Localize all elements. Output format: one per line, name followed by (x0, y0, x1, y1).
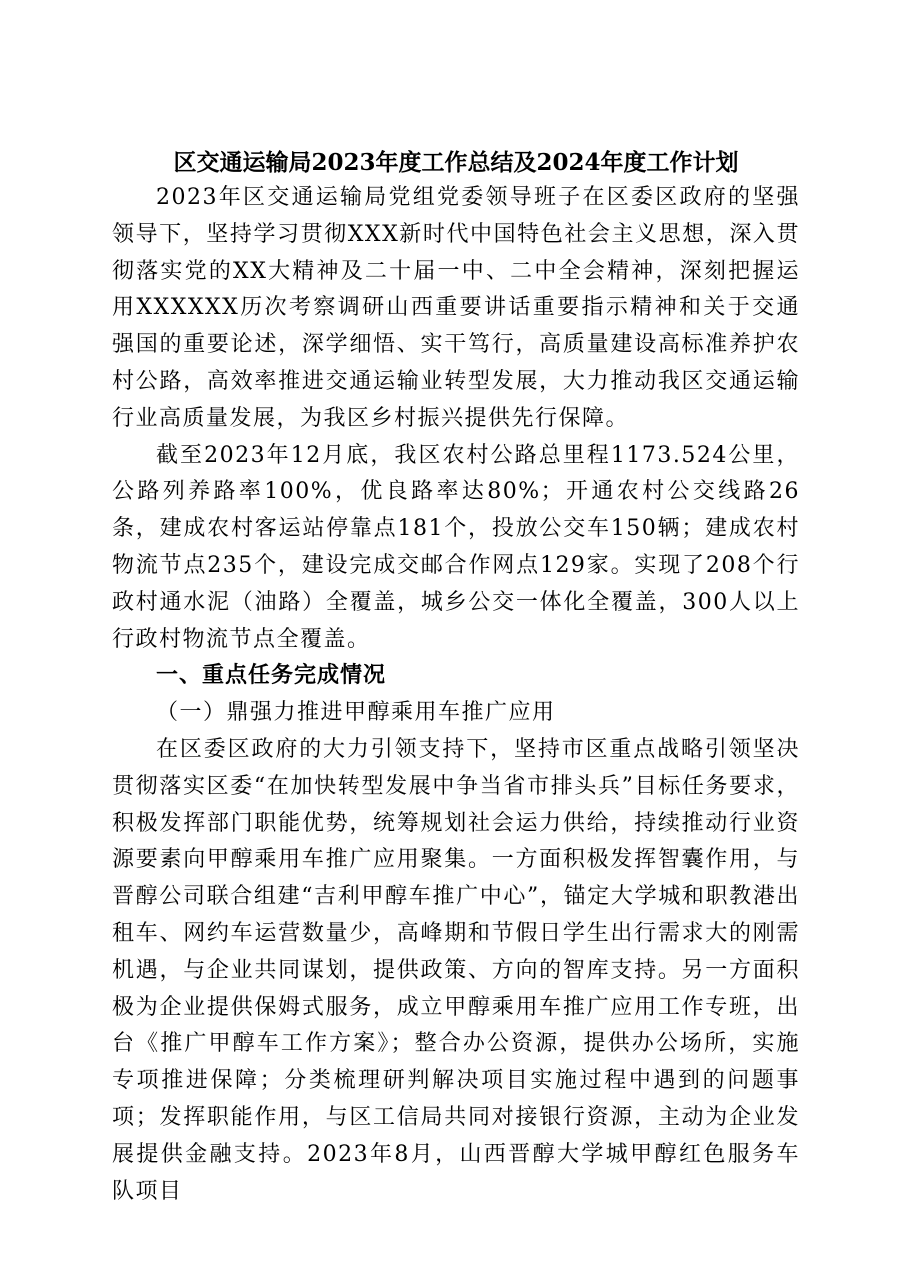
document-body (112, 146, 800, 1210)
section-heading: 一、重点任务完成情况 (156, 663, 387, 689)
document-title: 区交通运输局2023年度工作总结及2024年度工作计划 (173, 149, 739, 176)
intro-paragraph: 2023年区交通运输局党组党委领导班子在区委区政府的坚强领导下，坚持学习贯彻XXX新时代中国特色社会主义思想，深入贯彻落实党的XX大精神及二十届一中、二中全会精神，深刻把握运用XXXXXX历次考察调研山西重要讲话重要指示精神和关于交通强国的重要论述，深学细悟、实干笃行，高质量建设高标准养护农村公路，高效率推进交通运输业转型发展，大力推动我区交通运输行业高质量发展，为我区乡村振兴提供先行保障。 (112, 185, 800, 431)
subsection-paragraph: 在区委区政府的大力引领支持下，坚持市区重点战略引领坚决贯彻落实区委“在加快转型发展中争当省市排头兵”目标任务要求，积极发挥部门职能优势，统筹规划社会运力供给，持续推动行业资源要素向甲醇乘用车推广应用聚集。一方面积极发挥智囊作用，与晋醇公司联合组建“吉利甲醇车推广中心”，锚定大学城和职教港出租车、网约车运营数量少，高峰期和节假日学生出行需求大的刚需机遇，与企业共同谋划，提供政策、方向的智库支持。另一方面积极为企业提供保姆式服务，成立甲醇乘用车推广应用工作专班，出台《推广甲醇车工作方案》；整合办公资源，提供办公场所，实施专项推进保障；分类梳理研判解决项目实施过程中遇到的问题事项；发挥职能作用，与区工信局共同对接银行资源，主动为企业发展提供金融支持。2023年8月，山西晋醇大学城甲醇红色服务车队项目 (112, 736, 800, 1204)
statistics-paragraph: 截至2023年12月底，我区农村公路总里程1173.524公里，公路列养路率100%，优良路率达80%；开通农村公交线路26条，建成农村客运站停靠点181个，投放公交车150辆；建成农村物流节点235个，建设完成交邮合作网点129家。实现了208个行政村通水泥（油路）全覆盖，城乡公交一体化全覆盖，300人以上行政村物流节点全覆盖。 (112, 442, 800, 652)
subsection-heading: （一）鼎强力推进甲醇乘用车推广应用 (156, 700, 556, 726)
